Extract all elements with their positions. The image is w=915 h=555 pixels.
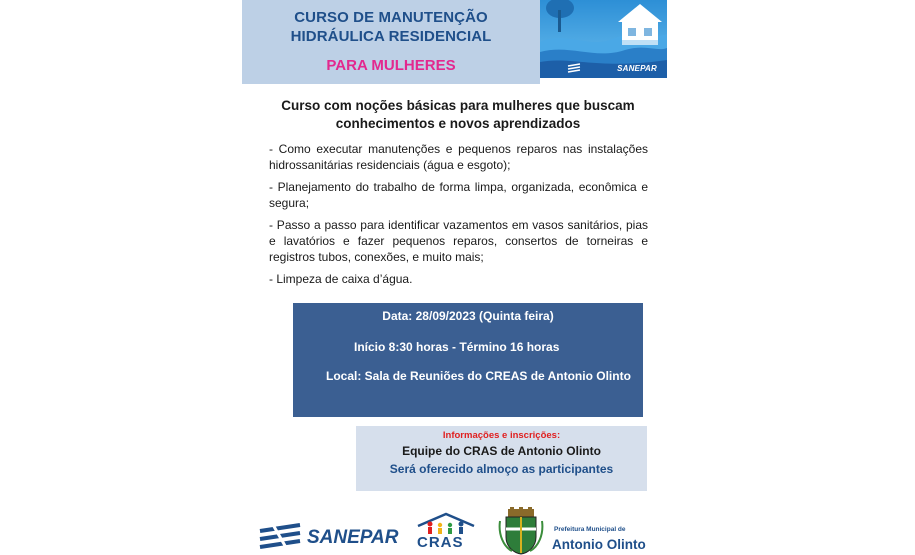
house-flood-illustration [540,0,667,78]
municipal-crest-icon [498,507,544,555]
sanepar-mini-icon [567,63,581,73]
sanepar-logo-icon [258,521,302,553]
municipality-name: Antonio Olinto [552,537,646,552]
registration-info-box [356,426,647,491]
event-details-box [293,303,643,417]
lunch-note: Será oferecido almoço as participantes [389,462,614,476]
course-title-line1: CURSO DE MANUTENÇÃO [294,9,488,26]
hero-brand-text: SANEPAR [617,64,657,73]
cras-family-icon [414,512,478,536]
registration-team: Equipe do CRAS de Antonio Olinto [402,444,601,458]
prefeitura-logo [498,507,658,555]
course-header [242,0,540,84]
topic-item: - Planejamento do trabalho de forma limpa, organizada, econômica e segura; [269,180,648,210]
event-date: Data: 28/09/2023 (Quinta feira) [382,309,554,323]
intro-line2: conhecimentos e novos aprendizados [335,116,581,131]
cras-logo [414,512,478,555]
topic-item: - Passo a passo para identificar vazamentos em vasos sanitários, pias e lavatórios e fazer pequenos reparos, consertos de torneiras e registros tubos, conexões, e muito mais; [269,218,648,264]
course-title-line2: HIDRÁULICA RESIDENCIAL [290,28,492,45]
topic-item: - Limpeza de caixa d’água. [269,272,413,286]
intro-line1: Curso com noções básicas para mulheres que buscam [281,98,635,113]
course-audience: PARA MULHERES [326,57,456,74]
registration-title: Informações e inscrições: [442,430,561,441]
cras-logo-text: CRAS [417,534,464,551]
course-intro [262,97,654,133]
event-time: Início 8:30 horas - Término 16 horas [354,340,560,354]
sanepar-logo-text: SANEPAR [307,527,399,548]
course-title [242,8,540,46]
event-place: Local: Sala de Reuniões do CREAS de Antonio Olinto [326,369,631,383]
topic-item: - Como executar manutenções e pequenos reparos nas instalações hidrossanitárias residenciais (água e esgoto); [269,142,648,172]
prefeitura-label: Prefeitura Municipal de [554,526,626,533]
topics-list [269,141,648,293]
sanepar-logo [258,521,404,555]
